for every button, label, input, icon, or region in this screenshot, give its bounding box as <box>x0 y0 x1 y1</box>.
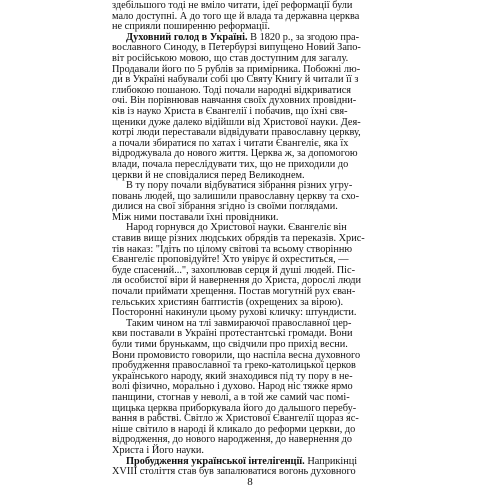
text-line: мало доступні. А до того ще й влада та державна церква <box>112 10 360 22</box>
text-line: Між ними поставали їхні провідники. <box>112 211 279 223</box>
text-line: щицька церква приборкувала його до дальшого перебу- <box>112 402 357 414</box>
text-line: відродження, до нового народження, до навернення до <box>112 434 353 446</box>
text-line: влади, почала переслідувати тих, що не приходили до <box>112 158 349 170</box>
text-line: вославного Синоду, в Петербурзі випущено Новий Запо- <box>112 42 361 54</box>
text-line: В ту пору почали відбуватися зібрання різних угру- <box>126 180 353 192</box>
text-line: дилися на свої зібрання згідно із своїми поглядами. <box>112 201 338 213</box>
page-number: 8 <box>247 476 253 488</box>
text-line: волі фізично, морально і духово. Народ ніс тяжке ярмо <box>112 381 353 393</box>
text-line: тів наказ: "Ідіть по цілому світові та всьому створінню <box>112 243 353 255</box>
text-line: були тими брунькамм, що свідчили про прихід весни. <box>112 339 348 350</box>
text-line: повань людей, що залишили православну церкву та схо- <box>112 190 360 202</box>
text-line: XVIII століття став був запалюватися вогонь духовного <box>112 466 356 478</box>
text-line: котрі люди переставали відвідувати православну церкву, <box>112 127 361 139</box>
text-line: Христа і Його науки. <box>112 444 204 456</box>
text-line: Вони промовисто говорили, що наспіла весна духовного <box>112 349 361 361</box>
text-line: ків із науко Христа в Євангелії і побачив, що їхні свя- <box>112 105 348 117</box>
text-line: Таким чином на тлі завмираючої православної цер- <box>126 317 352 329</box>
text-line: ставив вище різних людських обрядів та переказів. Хрис- <box>112 233 365 245</box>
text-line: кви поставали в Україні протестантські громади. Вони <box>112 328 353 340</box>
text-run: В 1820 р., за згодою пра- <box>247 31 360 43</box>
text-line: панщини, стогнав у неволі, а в той же самий час помі- <box>112 391 350 403</box>
text-line: почали приймати хрещення. Постав могутній рух єван- <box>112 286 356 298</box>
text-run: Наприкінці <box>304 455 358 467</box>
text-line: Народ горнувся до Христової науки. Євангеліє він <box>126 222 347 234</box>
section-heading: Пробудження української інтелігенції. <box>126 455 305 467</box>
text-line: відроджувала до нового життя. Церква ж, за допомогою <box>112 148 358 160</box>
text-line: віт російською мовою, що став доступним для загалу. <box>112 52 349 64</box>
section-heading: Духовний голод в Україні. <box>126 31 248 43</box>
text-line: гельських християн баптистів (охрещених за вірою). <box>112 296 344 308</box>
text-line: не сприяли поширенню реформації. <box>112 21 270 33</box>
text-line: очі. Він порівнював навчання своїх духовних провідни- <box>112 95 357 107</box>
text-line: глибокою пошаною. Тоді почали народні відкриватися <box>112 84 352 96</box>
text-line: ніше світило в народі й кликало до реформи церкви, до <box>112 423 356 435</box>
text-line: ди в Україні набували собі цю Святу Книгу й читали її з <box>112 74 359 86</box>
text-line: Посторонні накинули цьому рухові кличку: штундисти. <box>112 307 357 319</box>
text-line: а почали збиратися по хатах і читати Євангеліє, яка їх <box>112 137 349 149</box>
body-text <box>112 1 392 478</box>
text-line: ля особистої віри й навернення до Христа, дорослі люди <box>112 275 362 287</box>
text-line: щеники дуже далеко відійшли від Христової науки. Дея- <box>112 116 361 128</box>
text-line: Продавали його по 5 рублів за примірника. Побожні лю- <box>112 63 361 75</box>
text-line: Євангеліє проповідуйте! Хто увірує й охреститься, — <box>112 254 349 266</box>
text-line: вання в рабстві. Світло ж Христової Євангелії щораз яс- <box>112 413 359 425</box>
text-line: буде спасений...", захоплював серця й душі людей. Піс- <box>112 264 356 276</box>
text-line: церкви й не сповідалися перед Великоднем. <box>112 169 305 181</box>
text-line: українського народу, який знаходився під ту пору в не- <box>112 370 353 382</box>
text-line: здебільшого тоді не вміло читати, ідеї реформації були <box>112 0 353 11</box>
text-line: пробудження православної та греко-католицької церков <box>112 360 356 372</box>
